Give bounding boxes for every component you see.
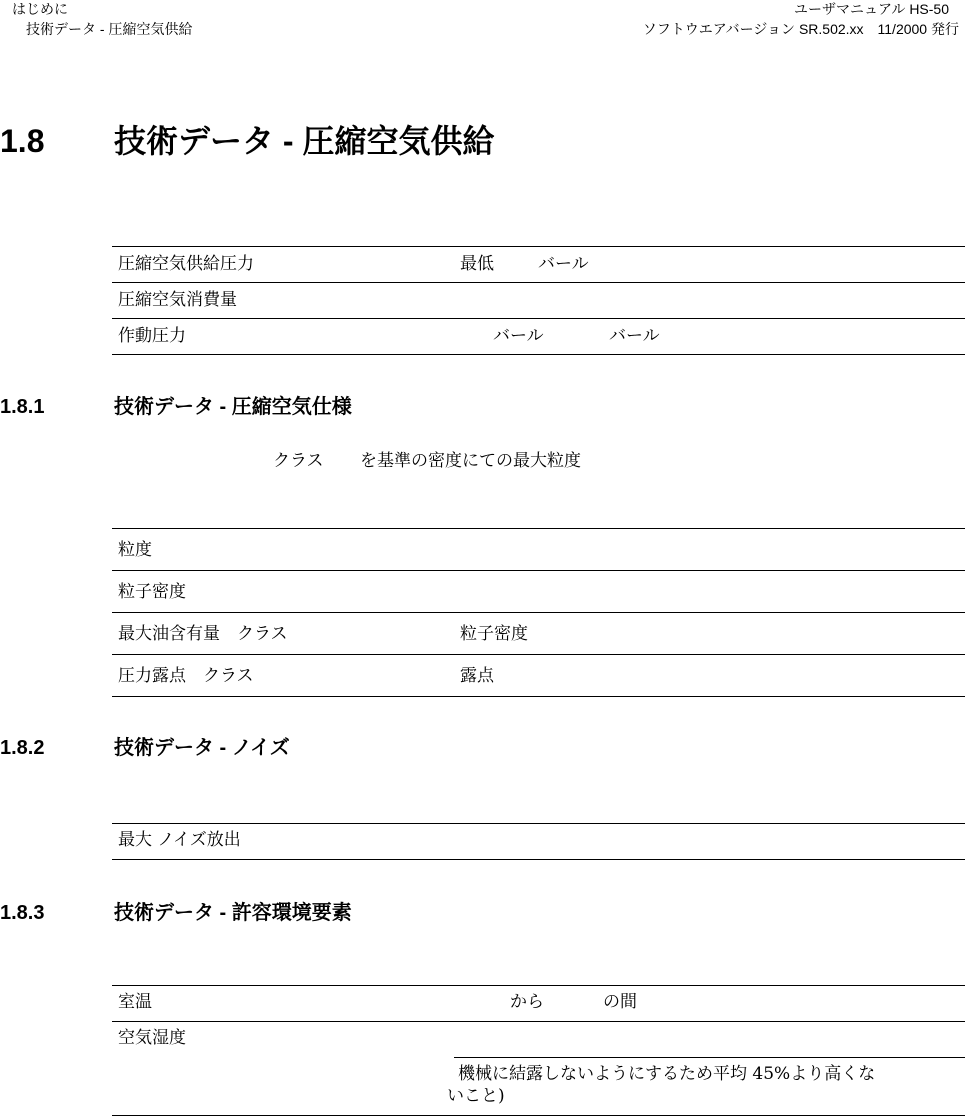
section-number-spec: 1.8.1	[0, 396, 45, 418]
table-rule	[112, 859, 965, 860]
pressure-dew-point-label: 圧力露点 クラス	[118, 666, 254, 686]
operating-pressure-unit-2: バール	[609, 326, 660, 346]
table-rule	[112, 570, 965, 571]
section-title-env: 技術データ - 許容環境要素	[114, 902, 352, 924]
section-title-spec: 技術データ - 圧縮空気仕様	[114, 396, 352, 418]
humidity-note-line1: 機械に結露しないようにするため平均 45%より高くな	[458, 1064, 876, 1084]
supply-pressure-min-label: 最低	[460, 254, 494, 274]
table-rule	[112, 528, 965, 529]
table-rule	[112, 654, 965, 655]
table-rule	[112, 318, 965, 319]
particle-density-label: 粒子密度	[118, 582, 186, 602]
dew-point-label: 露点	[460, 666, 494, 686]
table-rule	[112, 354, 965, 355]
header-section: 技術データ - 圧縮空気供給	[26, 21, 193, 37]
header-chapter: はじめに	[12, 1, 68, 17]
table-rule	[112, 1115, 965, 1116]
air-consumption-label: 圧縮空気消費量	[118, 290, 237, 310]
operating-pressure-unit-1: バール	[493, 326, 544, 346]
spec-note-class: クラス	[273, 451, 324, 471]
table-rule	[112, 246, 965, 247]
supply-pressure-unit: バール	[538, 254, 589, 274]
spec-note-text: を基準の密度にての最大粒度	[360, 451, 581, 471]
operating-pressure-label: 作動圧力	[118, 326, 186, 346]
table-rule	[112, 282, 965, 283]
section-title-main: 技術データ - 圧縮空気供給	[114, 123, 495, 159]
table-rule	[112, 985, 965, 986]
max-oil-content-label: 最大油含有量 クラス	[118, 624, 288, 644]
air-humidity-label: 空気湿度	[118, 1028, 186, 1048]
particle-size-label: 粒度	[118, 540, 152, 560]
section-number-main: 1.8	[0, 123, 45, 159]
table-rule	[112, 696, 965, 697]
room-temperature-from: から	[510, 992, 544, 1012]
humidity-note-line2: いこと)	[447, 1086, 505, 1106]
table-rule-partial	[454, 1057, 965, 1058]
section-title-noise: 技術データ - ノイズ	[114, 737, 290, 759]
header-software-version: ソフトウエアバージョン SR.502.xx 11/2000 発行	[642, 21, 959, 37]
table-rule	[112, 612, 965, 613]
room-temperature-between: の間	[603, 992, 637, 1012]
supply-pressure-label: 圧縮空気供給圧力	[118, 254, 254, 274]
max-noise-label: 最大 ノイズ放出	[118, 830, 241, 850]
table-rule	[112, 823, 965, 824]
room-temperature-label: 室温	[118, 992, 152, 1012]
section-number-env: 1.8.3	[0, 902, 45, 924]
oil-particle-density-label: 粒子密度	[460, 624, 528, 644]
table-rule	[112, 1021, 965, 1022]
section-number-noise: 1.8.2	[0, 737, 45, 759]
header-manual-title: ユーザマニュアル HS-50	[793, 1, 949, 17]
